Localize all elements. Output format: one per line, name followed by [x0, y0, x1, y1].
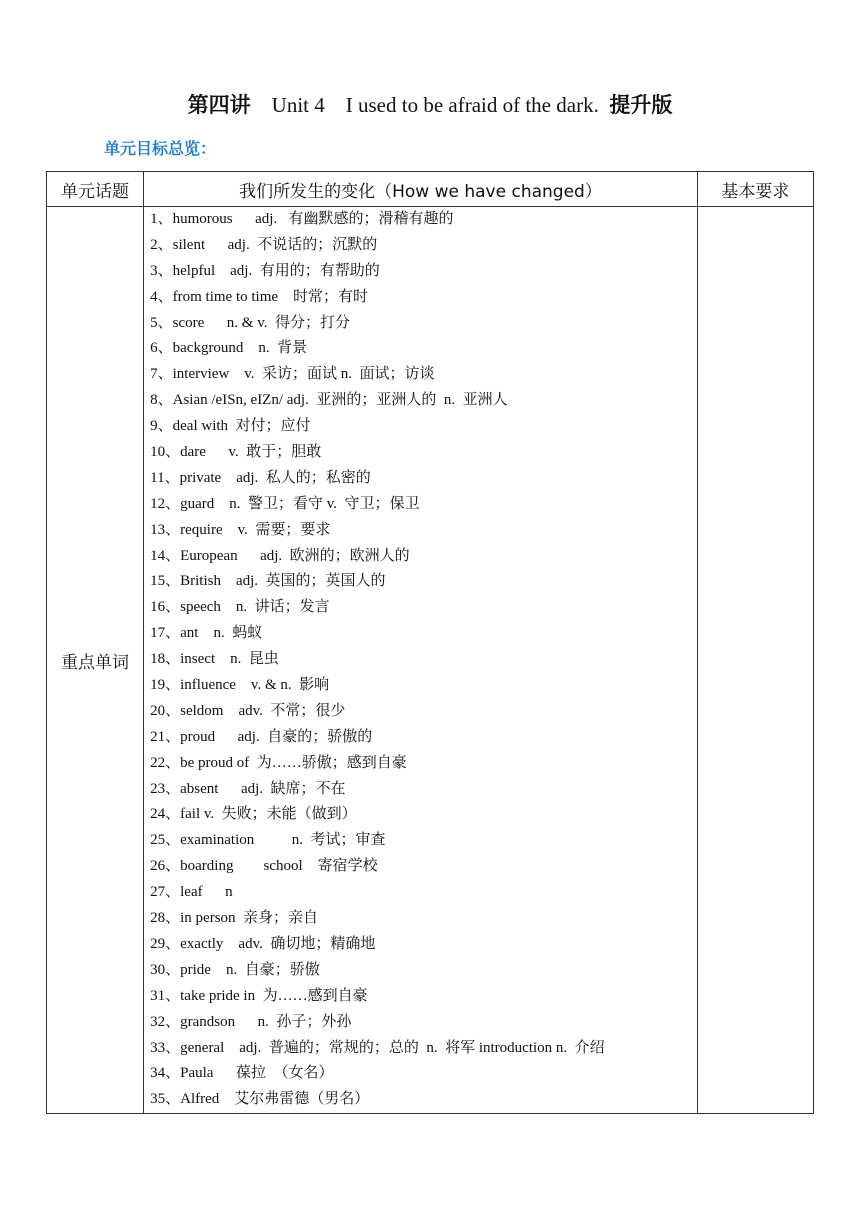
list-item: 10、dare v. 敢于；胆敢 [150, 444, 322, 461]
list-item: 12、guard n. 警卫；看守 v. 守卫；保卫 [150, 495, 420, 512]
requirement-cell [697, 207, 813, 1114]
list-item: 29、exactly adv. 确切地；精确地 [150, 935, 376, 952]
list-item: 28、in person 亲身；亲自 [150, 910, 319, 927]
header-topic: 单元话题 [47, 172, 144, 207]
page-title [0, 89, 860, 121]
list-item: 11、private adj. 私人的；私密的 [150, 469, 371, 486]
header-requirement: 基本要求 [697, 172, 813, 207]
list-item: 32、grandson n. 孙子；外孙 [150, 1013, 352, 1030]
list-item: 33、general adj. 普遍的；常规的；总的 n. 将军 introduction n. 介绍 [150, 1039, 605, 1056]
list-item: 15、British adj. 英国的；英国人的 [150, 573, 386, 590]
list-item: 25、examination n. 考试；审查 [150, 832, 386, 849]
list-item: 22、be proud of 为……骄傲；感到自豪 [150, 754, 407, 771]
list-item: 4、from time to time 时常；有时 [150, 288, 369, 305]
word-list [150, 207, 697, 1113]
list-item: 18、insect n. 昆虫 [150, 651, 279, 668]
list-item: 23、absent adj. 缺席；不在 [150, 780, 346, 797]
word-list-cell [144, 207, 698, 1114]
list-item: 21、proud adj. 自豪的；骄傲的 [150, 728, 373, 745]
title-level: 提升版 [609, 93, 673, 117]
list-item: 19、influence v. & n. 影响 [150, 677, 330, 694]
list-item: 24、fail v. 失败；未能（做到） [150, 806, 357, 823]
title-sentence: I used to be afraid of the dark. [345, 93, 599, 117]
list-item: 35、Alfred 艾尔弗雷德（男名） [150, 1091, 370, 1108]
list-item: 1、humorous adj. 有幽默感的；滑稽有趣的 [150, 211, 454, 227]
list-item: 34、Paula 葆拉 （女名） [150, 1065, 334, 1082]
list-item: 31、take pride in 为……感到自豪 [150, 987, 368, 1004]
list-item: 27、leaf n [150, 884, 233, 901]
vocabulary-table [46, 171, 814, 1114]
topic-cell: 重点单词 [47, 207, 144, 1114]
list-item: 13、require v. 需要；要求 [150, 521, 331, 538]
list-item: 7、interview v. 采访；面试 n. 面试；访谈 [150, 366, 435, 383]
list-item: 30、pride n. 自豪；骄傲 [150, 961, 320, 978]
list-item: 20、seldom adv. 不常；很少 [150, 702, 346, 719]
list-item: 9、deal with 对付；应付 [150, 418, 311, 435]
list-item: 14、European adj. 欧洲的；欧洲人的 [150, 547, 410, 564]
table-header-row [47, 172, 814, 207]
list-item: 5、score n. & v. 得分；打分 [150, 314, 350, 331]
list-item: 3、helpful adj. 有用的；有帮助的 [150, 262, 380, 279]
list-item: 26、boarding school 寄宿学校 [150, 858, 378, 875]
title-unit: Unit 4 [271, 93, 325, 117]
list-item: 17、ant n. 蚂蚁 [150, 625, 263, 642]
list-item: 8、Asian /eISn, eIZn/ adj. 亚洲的；亚洲人的 n. 亚洲人 [150, 392, 508, 409]
title-lecture: 第四讲 [187, 93, 251, 117]
table-row [47, 207, 814, 1114]
list-item: 16、speech n. 讲话；发言 [150, 599, 330, 616]
list-item: 2、silent adj. 不说话的；沉默的 [150, 236, 378, 253]
list-item: 6、background n. 背景 [150, 340, 308, 357]
header-changes: 我们所发生的变化（How we have changed） [144, 172, 698, 207]
section-subtitle: 单元目标总览： [104, 139, 217, 158]
